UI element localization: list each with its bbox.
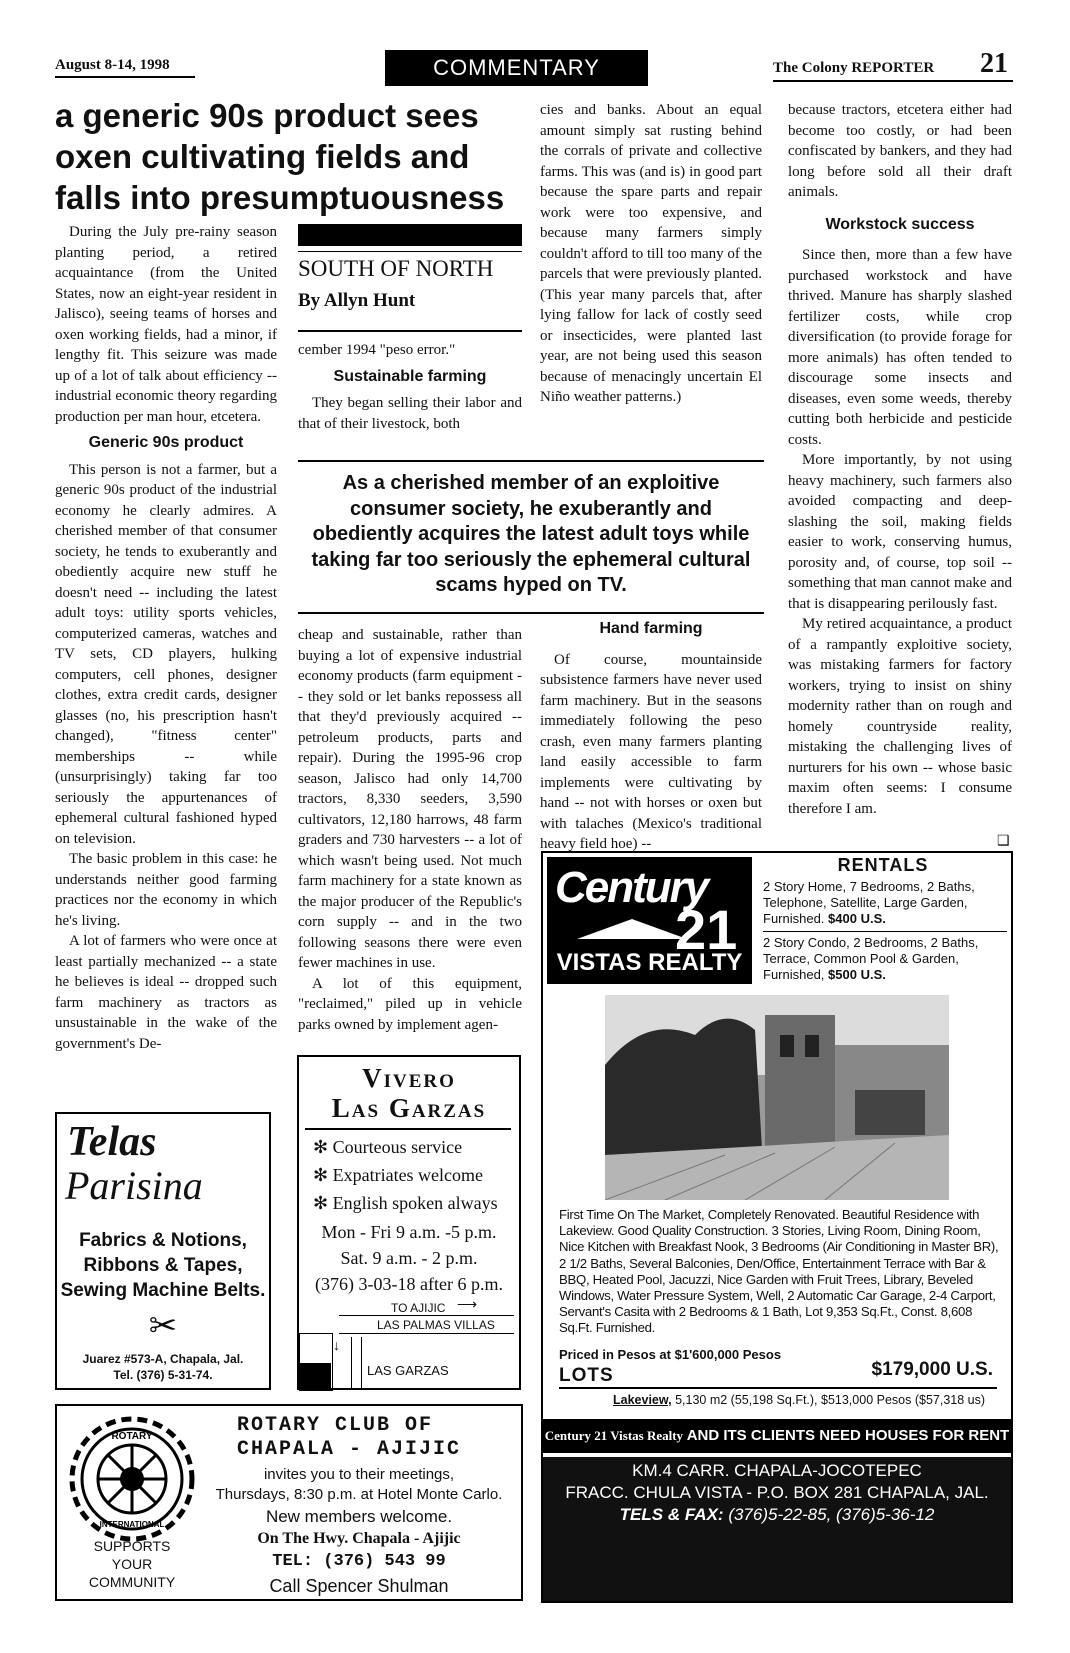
vivero-item	[313, 1137, 462, 1158]
rental-listing	[763, 879, 1009, 927]
map-label-ajijic: TO AJIJIC	[391, 1301, 446, 1315]
lot-details: 5,130 m2 (55,198 Sq.Ft.), $513,000 Pesos ($57,318 us)	[675, 1393, 986, 1407]
rotary-supports: YOUR	[111, 1556, 153, 1572]
rotary-title: CHAPALA - AJIJIC	[237, 1438, 462, 1461]
century-phone	[543, 1505, 1011, 1525]
rental-desc: 2 Story Home, 7 Bedrooms, 2 Baths, Telephone, Satellite, Large Garden, Furnished.	[763, 879, 975, 926]
star-icon: ✻	[313, 1193, 329, 1213]
property-price-pesos: Priced in Pesos at $1'600,000 Pesos	[559, 1347, 782, 1362]
telas-address: Juarez #573-A, Chapala, Jal.	[82, 1352, 244, 1366]
pullquote-rule-top	[298, 460, 764, 462]
paragraph: cember 1994 "peso error."	[298, 342, 456, 358]
vivero-item	[313, 1165, 483, 1186]
paragraph: This person is not a farmer, but a generic 90s product of the industrial economy he clearly admires. A cherished member of that consumer society, he tends to exuberantly and obediently acquire new stuff he doesn't need -- including the latest adult toys: utility sports vehicles, computerized cameras, watches and TV sets, CD players, hulking computers, cell phones, designer clothes, extra credit cards, designer glasses (no, his prescription hasn't changed), "fitness center" memberships -- while (unsurprisingly) taking far too seriously the appurtenances of ephemeral cultural fashioned hyped on television.	[55, 461, 277, 847]
map-road	[361, 1337, 362, 1389]
lot-listing	[613, 1393, 985, 1407]
las-garzas-name: Las Garzas	[331, 1093, 487, 1123]
telas-line: Ribbons & Tapes,	[83, 1255, 243, 1276]
column-1	[55, 222, 277, 1054]
rotary-line: invites you to their meetings,	[263, 1466, 455, 1483]
column-3-top	[540, 100, 762, 408]
map-road	[351, 1337, 352, 1389]
headline: a generic 90s product sees oxen cultivating fields and falls into presumptuousness	[55, 97, 505, 216]
logo-21-text: 21	[675, 898, 738, 961]
banner-brand: Century 21 Vistas Realty	[544, 1428, 684, 1443]
map-label-villas: LAS PALMAS VILLAS	[377, 1318, 495, 1332]
map-label-garzas: LAS GARZAS	[367, 1363, 449, 1378]
column-name: SOUTH OF NORTH	[298, 256, 494, 281]
rotary-line: Thursdays, 8:30 p.m. at Hotel Monte Carlo.	[215, 1486, 503, 1503]
arrow-right-icon: ⟶	[457, 1298, 478, 1313]
rotary-supports: SUPPORTS	[93, 1538, 171, 1554]
rotary-line: On The Hwy. Chapala - Ajijic	[257, 1530, 461, 1547]
paragraph: They began selling their labor and that of their livestock, both	[298, 395, 522, 432]
telas-name: Telas	[67, 1119, 157, 1165]
lots-rule	[559, 1387, 997, 1389]
ad-telas-parisina	[55, 1112, 271, 1390]
house-roof-icon	[577, 919, 687, 939]
paragraph: A lot of farmers who were once at least partially mechanized -- a state he believes is ideal -- dropped such farm machinery as tractors as unsustainable in the wake of the government's De-	[55, 933, 277, 1052]
lot-name: Lakeview,	[613, 1393, 672, 1407]
pullquote-rule-bottom	[298, 612, 764, 614]
star-icon: ✻	[313, 1165, 329, 1185]
parisina-name: Parisina	[65, 1163, 203, 1208]
vivero-item-text: Expatriates welcome	[332, 1165, 484, 1185]
paragraph: cies and banks. About an equal amount simply sat rusting behind the corrals of private and collective farms. This was (and is) in good part because the spare parts and repair work were too expensive, and because many farmers simply couldn't afford to till too many of the parcels that were previously planted. (This year many parcels that, after lying fallow for lack of costly seed or insecticides, were planted last year, are not being used this season because of menacingly uncertain El Niño weather patterns.)	[540, 102, 762, 405]
header-rule	[773, 80, 1013, 82]
telas-line: Fabrics & Notions,	[79, 1230, 247, 1251]
column-3-lower	[540, 615, 762, 855]
rotary-logo-text: ROTARY	[111, 1431, 153, 1442]
rotary-logo-text: INTERNATIONAL	[99, 1520, 165, 1529]
rentals-title: RENTALS	[837, 855, 929, 875]
tel-numbers: (376)5-22-85, (376)5-36-12	[728, 1505, 935, 1524]
vivero-item-text: Courteous service	[332, 1137, 463, 1157]
vivero-hours: Sat. 9 a.m. - 2 p.m.	[340, 1248, 478, 1268]
subhead-generic: Generic 90s product	[88, 434, 244, 451]
paragraph: My retired acquaintance, a product of a rampantly exploitive society, was mistaking farmers for factory workers, trying to insist on shiny modernity rather than on rough and homely countryside reality, mistaking the challenging lives of nurturers for his own -- whose basic maxim often seems: I consume therefore I am.	[788, 616, 1012, 817]
arrow-down-icon: ↓	[333, 1339, 340, 1354]
page-number: 21	[980, 48, 1008, 79]
subhead-workstock: Workstock success	[825, 215, 975, 233]
telas-line: Sewing Machine Belts.	[60, 1280, 266, 1301]
vivero-rule	[305, 1128, 511, 1130]
column-2-top	[298, 340, 522, 434]
subhead-hand: Hand farming	[599, 620, 703, 637]
pullquote: As a cherished member of an exploitive consumer society, he exuberantly and obediently acquires the latest adult toys while taking far too seriously the ephemeral cultural scams hyped on TV.	[311, 472, 751, 596]
century-address: KM.4 CARR. CHAPALA-JOCOTEPEC	[632, 1461, 922, 1480]
property-price-us: $179,000 U.S.	[871, 1359, 993, 1380]
rotary-supports: COMMUNITY	[88, 1574, 176, 1590]
rental-desc: 2 Story Condo, 2 Bedrooms, 2 Baths, Terrace, Common Pool & Garden, Furnished,	[763, 935, 979, 982]
paper-name: The Colony REPORTER	[773, 60, 935, 76]
paragraph: Since then, more than a few have purchased workstock and have thrived. Manure has sharply slashed fertilizer costs, while crop diversification (to provide forage for more animals) has often tended to discourage some insects and diseases, even some weeds, thereby cutting both herbicide and pesticide costs.	[788, 247, 1012, 448]
paragraph: A lot of this equipment, "reclaimed," piled up in vehicle parks owned by implement agen-	[298, 975, 522, 1033]
map-road	[339, 1315, 514, 1316]
rotary-title: ROTARY CLUB OF	[237, 1414, 434, 1437]
property-description: First Time On The Market, Completely Renovated. Beautiful Residence with Lakeview. Good Quality Construction. 3 Stories, Living Room, Dining Room, Nice Kitchen with Breakfast Nook, 3 Bedrooms (Air Conditioning in Master BR), 2 1/2 Baths, Several Balconies, Den/Office, Entertainment Terrace with Bar & BBQ, Heated Pool, Jacuzzi, Nice Garden with Fruit Trees, Library, Beveled Windows, Water Pressure System, Well, 2 Automatic Car Garage, 2-4 Carport, Servant's Casita with 2 Bedrooms & 1 Bath, Lot 9,353 Sq.Ft., Const. 8,608 Sq.Ft. Furnished.	[559, 1207, 999, 1336]
vivero-item	[313, 1193, 498, 1214]
column-name-rule	[298, 251, 522, 252]
map-road	[339, 1333, 514, 1334]
banner-text: AND ITS CLIENTS NEED HOUSES FOR RENT	[686, 1427, 1010, 1444]
scissors-icon: ✂	[148, 1308, 178, 1345]
column-2-lower	[298, 625, 522, 1035]
property-photo	[605, 995, 949, 1200]
vivero-phone: (376) 3-03-18 after 6 p.m.	[315, 1274, 503, 1294]
section-banner: COMMENTARY	[385, 50, 648, 86]
paragraph: cheap and sustainable, rather than buying a lot of expensive industrial economy products (farm equipment -- they sold or let banks repossess all that they'd previously acquired -- petroleum products, parts and repair). During the 1995-96 crop season, Jalisco had only 14,700 tractors, 8,330 seeders, 3,590 cultivators, 12,180 harrows, 48 farm graders and 730 harvesters -- a lot of which wasn't being used. Not much farm machinery for a state known as the major producer of the Republic's corn supply -- and in the two following seasons there were even fewer machines in use.	[298, 627, 522, 971]
paragraph: More importantly, by not using heavy machinery, such farmers also avoided compacting and deep-slashing the soil, making fields easier to work, conserving humus, porosity and, of course, top soil -- something that man cannot make and that is disappearing perilously fast.	[788, 452, 1012, 612]
houses-wanted-banner	[543, 1419, 1011, 1453]
ad-century21	[541, 851, 1013, 1603]
rotary-phone: TEL: (376) 543 99	[272, 1552, 446, 1571]
vivero-hours: Mon - Fri 9 a.m. -5 p.m.	[321, 1222, 497, 1242]
ad-rotary	[55, 1404, 523, 1601]
rotary-contact: Call Spencer Shulman	[269, 1576, 449, 1596]
century-address-block	[543, 1457, 1011, 1601]
lots-title: LOTS	[559, 1365, 614, 1386]
rotary-wheel-icon	[67, 1414, 197, 1544]
paragraph: because tractors, etcetera either had become too costly, or had been confiscated by bankers, and they had long before sold all their draft animals.	[788, 102, 1012, 200]
vistas-realty: VISTAS REALTY	[556, 949, 743, 976]
telas-phone: Tel. (376) 5-31-74.	[113, 1368, 213, 1382]
ad-vivero-las-garzas	[297, 1055, 521, 1390]
star-icon: ✻	[313, 1137, 329, 1157]
century-address: FRACC. CHULA VISTA - P.O. BOX 281 CHAPALA, JAL.	[565, 1483, 989, 1502]
byline-rule	[298, 330, 522, 332]
century-logo-text: Century	[555, 863, 708, 912]
byline: By Allyn Hunt	[298, 290, 416, 311]
vivero-name: Vivero	[362, 1063, 456, 1093]
column-4	[788, 100, 1012, 819]
column-name-bar	[298, 224, 522, 246]
rental-price: $500 U.S.	[828, 967, 886, 982]
issue-date: August 8-14, 1998	[55, 57, 170, 73]
end-mark: ❑	[997, 834, 1010, 849]
paragraph: The basic problem in this case: he understands neither good farming practices nor the economy in which he's living.	[55, 851, 277, 929]
rental-divider	[763, 931, 1007, 932]
tel-label: TELS & FAX:	[619, 1505, 724, 1524]
paragraph: Of course, mountainside subsistence farmers have never used farm machinery. But in the seasons immediately following the peso crash, even many farmers planting land easily accessible to farm implements were cultivating by hand -- not with horses or oxen but with talaches (Mexico's traditional heavy field hoe) --	[540, 651, 762, 852]
rotary-line: New members welcome.	[265, 1507, 453, 1526]
rental-listing	[763, 935, 1009, 983]
vivero-item-text: English spoken always	[332, 1193, 498, 1213]
header-underline	[55, 76, 195, 78]
map-garzas-marker	[299, 1363, 331, 1389]
subhead-sustainable: Sustainable farming	[333, 367, 487, 385]
rental-price: $400 U.S.	[828, 911, 886, 926]
century21-logo	[547, 857, 752, 984]
paragraph: During the July pre-rainy season planting period, a retired acquaintance (from the United States, now an eight-year resident in Jalisco), seeing teams of horses and oxen working fields, had a minor, if lengthy fit. This seizure was made up of a lot of talk about efficiency -- industrial economic theory regarding production per man hour, etcetera.	[55, 224, 278, 425]
